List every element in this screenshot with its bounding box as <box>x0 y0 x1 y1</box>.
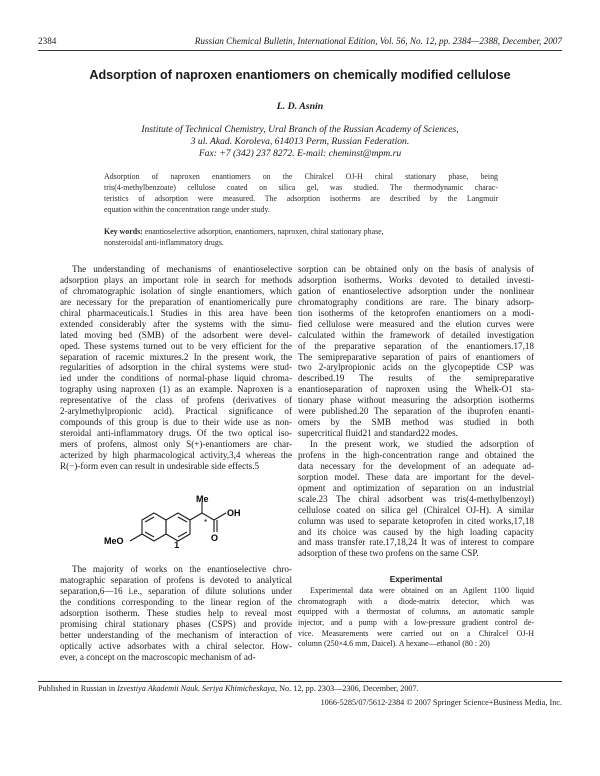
paper-title: Adsorption of naproxen enantiomers on chemically modified cellulose <box>89 68 511 82</box>
footer-rule <box>38 681 562 682</box>
hydroxyl-label: OH <box>227 508 241 518</box>
text-line: tography using naproxen (1) as an example. Naproxen is a <box>60 384 292 395</box>
page-number: 2384 <box>38 36 57 46</box>
text-line: The majority of works on the enantioselective chro- <box>72 564 292 574</box>
text-line: calculated within the framework of detailed investigation <box>298 329 534 340</box>
text-line: vice. Measurements were carried out on a Chiralcel OJ-H <box>298 628 534 638</box>
text-line: two 2-arylpropionic acids on the glycopeptide CSP was <box>298 362 534 373</box>
text-line: acterized by high pharmacological activity,3,4 whereas the <box>60 449 292 460</box>
body-left-column-lower <box>60 564 292 662</box>
text-line: representative of the class of profens (derivatives of <box>60 395 292 406</box>
text-line: In the present work, we studied the adsorption of <box>310 439 534 449</box>
text-line: The understanding of mechanisms of enantioselective <box>72 264 292 274</box>
compound-number: 1 <box>174 540 180 551</box>
abstract-line: tris(4-methylbenzoate) cellulose coated on silica gel, was studied. The thermodynamic charac- <box>104 182 498 192</box>
text-line: cellulose coated on silica gel (Chiralcel OJ-H). A similar <box>298 504 534 515</box>
text-line: of chromatographic isolation of single enantiomers, which <box>60 285 292 296</box>
naproxen-structure-diagram <box>98 494 258 562</box>
text-line: fied cellulose were measured and the elution curves were <box>298 318 534 329</box>
text-line: promising chiral stationary phases (CSPS) and provide <box>60 618 292 629</box>
text-line: separation of racemic mixtures.2 In the present work, the <box>60 351 292 362</box>
abstract-line: equation within the concentration range under study. <box>104 204 270 214</box>
text-line: and its choice was caused by the high loading capacity <box>298 526 534 537</box>
text-line: extended considerably after the systems with the simu- <box>60 318 292 329</box>
keywords <box>104 227 498 249</box>
text-line: R(−)-form even can result in undesirable side effects.5 <box>60 460 260 471</box>
text-line: ied under the conditions of normal-phase liquid chroma- <box>60 373 292 384</box>
text-line: optically active adsorbates with a chiral selector. How- <box>60 640 292 651</box>
text-line: profens in the high-concentration range and obtained the <box>298 449 534 460</box>
stereocenter-star: * <box>204 518 208 527</box>
text-line: adsorption of these two profens on the same CSP. <box>298 548 479 559</box>
publication-note <box>38 684 562 693</box>
text-line: separation,6—16 i.e., separation of dilute solutions under <box>60 585 292 596</box>
text-line: scale.23 The chiral adsorbent was tris(4-methylbenzoyl) <box>298 493 534 504</box>
text-line: chromatography conditions are rare. The binary adsorp- <box>298 296 534 307</box>
text-line: matographic separation of profens is devoted to analytical <box>60 574 292 585</box>
text-line: compounds of this group is due to their wide use as non- <box>60 417 292 428</box>
text-line: gation of enantioselective adsorption under the nonlinear <box>298 285 534 296</box>
body-right-column <box>298 264 534 559</box>
text-line: supercritical fluid21 and standard22 modes. <box>298 428 458 439</box>
published-suffix: No. 12, pp. 2303—2306, December, 2007. <box>279 684 419 693</box>
keywords-line: enantioselective adsorption, enantiomers, naproxen, chiral stationary phase, <box>144 227 384 236</box>
journal-citation: Russian Chemical Bulletin, International Edition, Vol. 56, No. 12, pp. 2384—2388, December, 2007 <box>194 36 562 46</box>
text-line: enantioseparation of naproxen using the Whelk-O1 sta- <box>298 384 534 395</box>
affiliation-line: 3 ul. Akad. Koroleva, 614013 Perm, Russian Federation. <box>190 136 410 148</box>
body-left-column <box>60 264 292 472</box>
text-line: 2-arylmethylpropionic acid). Practical significance of <box>60 406 292 417</box>
text-line: equipped with a thermostat of columns, an automatic sample <box>298 607 534 617</box>
keywords-line: nonsteroidal anti-inflammatory drugs. <box>104 237 224 247</box>
text-line: ever, a concept on the macroscopic mechanism of ad- <box>60 651 256 662</box>
keywords-label: Key words: <box>104 227 143 236</box>
text-line: omers by the SMB method was studied in both <box>298 417 534 428</box>
methyl-label: Me <box>196 494 209 504</box>
text-line: data necessary for the development of an adequate ad- <box>298 460 534 471</box>
running-header <box>38 36 562 50</box>
text-line: sorption model. These data are important for the devel- <box>298 471 534 482</box>
text-line: were published.20 The separation of the ibuprofen enanti- <box>298 406 534 417</box>
abstract <box>104 172 498 216</box>
text-line: tionary phase without measuring the adsorption isotherms <box>298 395 534 406</box>
text-line: sorption can be obtained only on the basis of analysis of <box>298 264 534 274</box>
copyright-line: 1066-5285/07/5612-2384 © 2007 Springer Science+Business Media, Inc. <box>320 698 562 707</box>
text-line: better understanding of the mechanism of interaction of <box>60 629 292 640</box>
affiliation-line: Institute of Technical Chemistry, Ural Branch of the Russian Academy of Sciences, <box>141 124 459 135</box>
text-line: column (250×4.6 mm, Daicel). A hexane—ethanol (80 : 20) <box>298 639 490 649</box>
text-line: mers of profens, almost only S(+)-enantiomers are char- <box>60 439 292 449</box>
text-line: the conditions corresponding to the linear region of the <box>60 596 292 607</box>
affiliation-line: Fax: +7 (342) 237 8272. E-mail: cheminst@mpm.ru <box>198 148 402 160</box>
text-line: of the preparative separation of the enantiomers.17,18 <box>298 340 534 351</box>
methoxy-label: MeO <box>104 536 124 546</box>
experimental-text <box>298 586 534 650</box>
text-line: tion isotherms of the ketoprofen enantiomers on a modi- <box>298 307 534 318</box>
text-line: column was used to separate ketoprofen in cited works,17,18 <box>298 515 534 526</box>
text-line: opment and optimization of separation on an industrial <box>298 482 534 493</box>
text-line: adsorption plays an important role in search for methods <box>60 274 292 285</box>
abstract-line: teristics of adsorption were measured. The adsorption isotherms are described by the Langmuir <box>104 193 498 203</box>
text-line: The semipreparative separation of pairs of enantiomers of <box>298 351 534 362</box>
text-line: regularities of adsorption in the chiral systems were stud- <box>60 362 292 373</box>
header-rule <box>38 50 562 51</box>
text-line: are necessary for the preparation of enantiomerically pure <box>60 296 292 307</box>
text-line: and mass transfer rate.17,18,24 It was of interest to compare <box>298 537 534 548</box>
text-line: oped. These systems turned out to be very efficient for the <box>60 340 292 351</box>
affiliation <box>60 124 540 161</box>
text-line: chromatograph with a diode-matrix detector, which was <box>298 596 534 606</box>
carbonyl-oxygen-label: O <box>211 533 219 543</box>
text-line: described.19 The results of the semipreparative <box>298 373 534 384</box>
text-line: chiral pharmaceuticals.1 Studies in this area have been <box>60 307 292 318</box>
published-prefix: Published in Russian in <box>38 684 116 693</box>
abstract-line: Adsorption of naproxen enantiomers on the Chiralcel OJ-H chiral stationary phase, being <box>104 172 498 181</box>
text-line: adsorption isotherms. Works devoted to detailed investi- <box>298 274 534 285</box>
author-name: L. D. Asnin <box>276 101 324 112</box>
text-line: injector, and a pump with a low-pressure gradient control de- <box>298 618 534 628</box>
section-heading-experimental: Experimental <box>389 574 443 584</box>
text-line: Experimental data were obtained on an Agilent 1100 liquid <box>310 586 534 595</box>
text-line: adsorption isotherm. These studies help to reveal most <box>60 607 292 618</box>
text-line: lated moving bed (SMB) of the adsorbent were devel- <box>60 329 292 340</box>
published-journal: Izvestiya Akademii Nauk. Seriya Khimicheskaya, <box>117 684 278 693</box>
text-line: steroidal anti-inflammatory drugs. Of the two optical iso- <box>60 428 292 439</box>
